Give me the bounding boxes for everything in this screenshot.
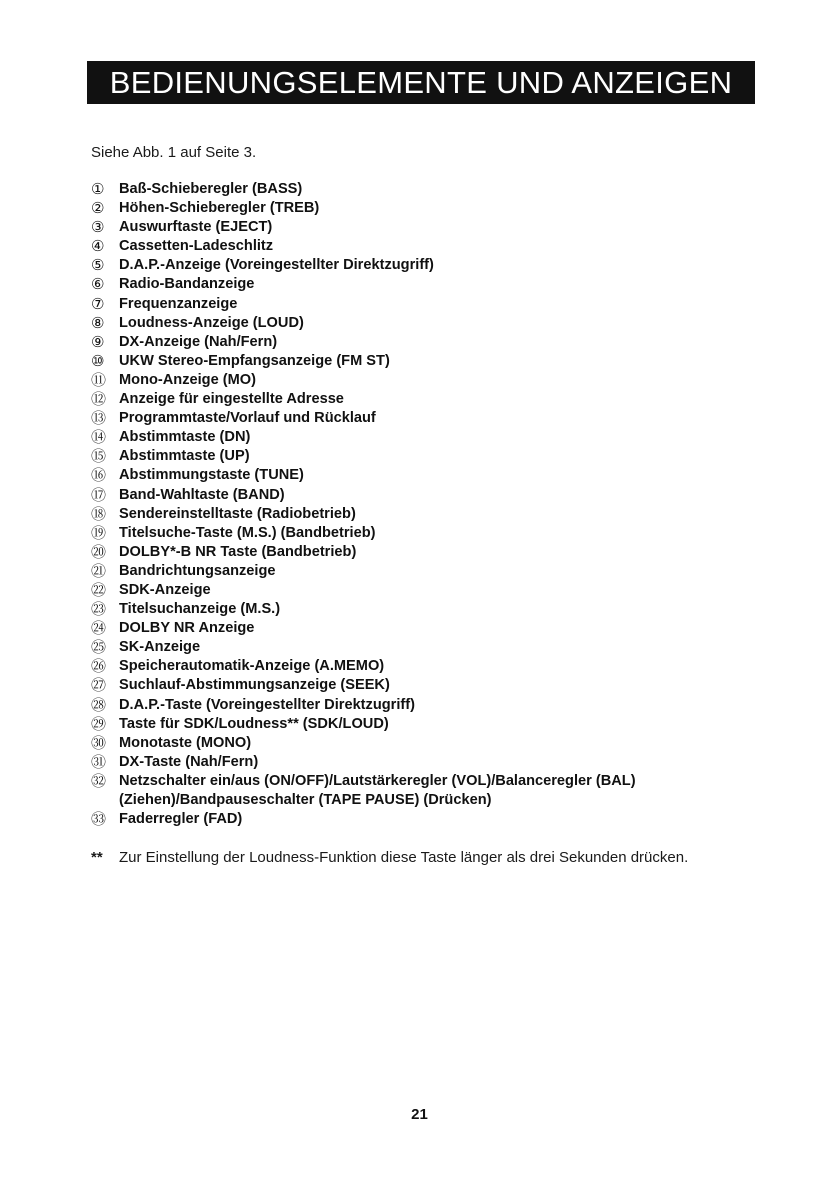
item-label: DX-Anzeige (Nah/Fern) bbox=[119, 333, 278, 350]
list-item bbox=[91, 676, 791, 695]
item-number: ㉓ bbox=[91, 600, 107, 619]
section-title-banner bbox=[87, 61, 755, 104]
item-number: ⑯ bbox=[91, 466, 107, 485]
item-label: SK-Anzeige bbox=[119, 639, 201, 656]
item-number: ⑦ bbox=[91, 294, 105, 313]
item-number: ㉜ bbox=[91, 771, 107, 790]
item-label: Monotaste (MONO) bbox=[119, 734, 252, 751]
item-label: D.A.P.-Taste (Voreingestellter Direktzugriff) bbox=[119, 696, 415, 713]
list-item bbox=[91, 180, 791, 199]
item-number: ⑮ bbox=[91, 447, 107, 466]
item-number: ㉖ bbox=[91, 657, 107, 676]
list-item bbox=[91, 371, 791, 390]
item-label: Mono-Anzeige (MO) bbox=[119, 371, 256, 388]
item-label: D.A.P.-Anzeige (Voreingestellter Direktzugriff) bbox=[119, 257, 434, 274]
item-number: ⑨ bbox=[91, 332, 105, 351]
item-label: Frequenzanzeige bbox=[119, 295, 238, 312]
item-label: Loudness-Anzeige (LOUD) bbox=[119, 314, 304, 331]
list-item bbox=[91, 581, 791, 600]
page-number: 21 bbox=[411, 1106, 428, 1123]
item-label: Sendereinstelltaste (Radiobetrieb) bbox=[119, 505, 356, 522]
item-number: ① bbox=[91, 180, 105, 198]
list-item bbox=[91, 696, 791, 715]
item-number: ③ bbox=[91, 218, 105, 237]
item-label: Abstimmtaste (DN) bbox=[119, 429, 251, 446]
item-label: Band-Wahltaste (BAND) bbox=[119, 486, 285, 503]
item-number: ⑧ bbox=[91, 313, 105, 332]
list-item bbox=[91, 390, 791, 409]
list-item bbox=[91, 543, 791, 562]
item-number: ⑤ bbox=[91, 256, 105, 275]
item-label: Titelsuchanzeige (M.S.) bbox=[119, 601, 281, 618]
item-number: ㉘ bbox=[91, 695, 107, 714]
item-label: Speicherautomatik-Anzeige (A.MEMO) bbox=[119, 658, 385, 675]
list-item bbox=[91, 447, 791, 466]
item-number: ㉗ bbox=[91, 676, 107, 695]
item-label: Bandrichtungsanzeige bbox=[119, 562, 276, 579]
item-number: ⑬ bbox=[91, 409, 107, 428]
list-item bbox=[91, 810, 791, 829]
item-number: ⑰ bbox=[91, 485, 107, 504]
item-number: ㉔ bbox=[91, 619, 107, 638]
list-item bbox=[91, 524, 791, 543]
list-item bbox=[91, 237, 791, 256]
intro-text: Siehe Abb. 1 auf Seite 3. bbox=[91, 144, 257, 161]
list-item bbox=[91, 466, 791, 485]
list-item bbox=[91, 715, 791, 734]
item-number: ㉛ bbox=[91, 752, 107, 771]
list-item bbox=[91, 314, 791, 333]
item-number: ⑱ bbox=[91, 504, 107, 523]
item-label: Abstimmungstaste (TUNE) bbox=[119, 467, 304, 484]
list-item bbox=[91, 486, 791, 505]
item-label: Cassetten-Ladeschlitz bbox=[119, 238, 274, 255]
list-item bbox=[91, 600, 791, 619]
item-number: ⑥ bbox=[91, 275, 105, 294]
item-label: Faderregler (FAD) bbox=[119, 811, 243, 828]
item-number: ㉒ bbox=[91, 580, 107, 599]
item-number: ㉝ bbox=[91, 810, 107, 829]
section-title: BEDIENUNGSELEMENTE UND ANZEIGEN bbox=[109, 64, 733, 100]
list-item bbox=[91, 657, 791, 676]
list-item bbox=[91, 753, 791, 772]
item-label: SDK-Anzeige bbox=[119, 581, 211, 598]
item-label: Anzeige für eingestellte Adresse bbox=[119, 391, 344, 408]
item-number: ⑭ bbox=[91, 428, 107, 447]
list-item bbox=[91, 199, 791, 218]
item-label: Programmtaste/Vorlauf und Rücklauf bbox=[119, 410, 376, 427]
item-number: ⑫ bbox=[91, 390, 107, 409]
footnote-mark: ** bbox=[91, 849, 103, 866]
item-number: ④ bbox=[91, 237, 105, 256]
item-number: ⑲ bbox=[91, 523, 107, 542]
item-number: ㉕ bbox=[91, 638, 107, 657]
footnote-text: Zur Einstellung der Loudness-Funktion diese Taste länger als drei Sekunden drücken. bbox=[119, 849, 689, 866]
list-item bbox=[91, 333, 791, 352]
list-item bbox=[91, 772, 791, 810]
list-item bbox=[91, 505, 791, 524]
list-item bbox=[91, 409, 791, 428]
item-label: Höhen-Schieberegler (TREB) bbox=[119, 200, 320, 217]
item-number: ⑪ bbox=[91, 370, 107, 389]
list-item bbox=[91, 352, 791, 371]
item-label: Abstimmtaste (UP) bbox=[119, 448, 250, 465]
list-item bbox=[91, 256, 791, 275]
list-item bbox=[91, 562, 791, 581]
item-label: DOLBY NR Anzeige bbox=[119, 620, 255, 637]
item-label: Baß-Schieberegler (BASS) bbox=[119, 181, 303, 197]
list-item bbox=[91, 428, 791, 447]
item-label: DX-Taste (Nah/Fern) bbox=[119, 753, 259, 770]
list-item bbox=[91, 218, 791, 237]
item-number: ㉙ bbox=[91, 714, 107, 733]
item-number: ⑳ bbox=[91, 542, 107, 561]
item-label: DOLBY*-B NR Taste (Bandbetrieb) bbox=[119, 543, 357, 560]
list-item bbox=[91, 295, 791, 314]
list-item bbox=[91, 638, 791, 657]
footnote bbox=[91, 849, 791, 866]
item-label: Titelsuche-Taste (M.S.) (Bandbetrieb) bbox=[119, 524, 376, 541]
list-item bbox=[91, 275, 791, 294]
list-item bbox=[91, 619, 791, 638]
item-label: Suchlauf-Abstimmungsanzeige (SEEK) bbox=[119, 677, 390, 694]
item-number: ⑩ bbox=[91, 351, 105, 370]
controls-list bbox=[91, 180, 791, 829]
item-label: Netzschalter ein/aus (ON/OFF)/Lautstärkeregler (VOL)/Balanceregler (BAL) (Ziehen)/Bandpauseschalter (TAPE PAUSE) (Drücken) bbox=[119, 772, 636, 808]
list-item bbox=[91, 734, 791, 753]
item-label: Radio-Bandanzeige bbox=[119, 276, 255, 293]
item-label: UKW Stereo-Empfangsanzeige (FM ST) bbox=[119, 352, 390, 369]
item-label: Taste für SDK/Loudness** (SDK/LOUD) bbox=[119, 715, 389, 732]
item-label: Auswurftaste (EJECT) bbox=[119, 219, 273, 236]
item-number: ② bbox=[91, 199, 105, 218]
item-number: ㉚ bbox=[91, 733, 107, 752]
item-number: ㉑ bbox=[91, 561, 107, 580]
